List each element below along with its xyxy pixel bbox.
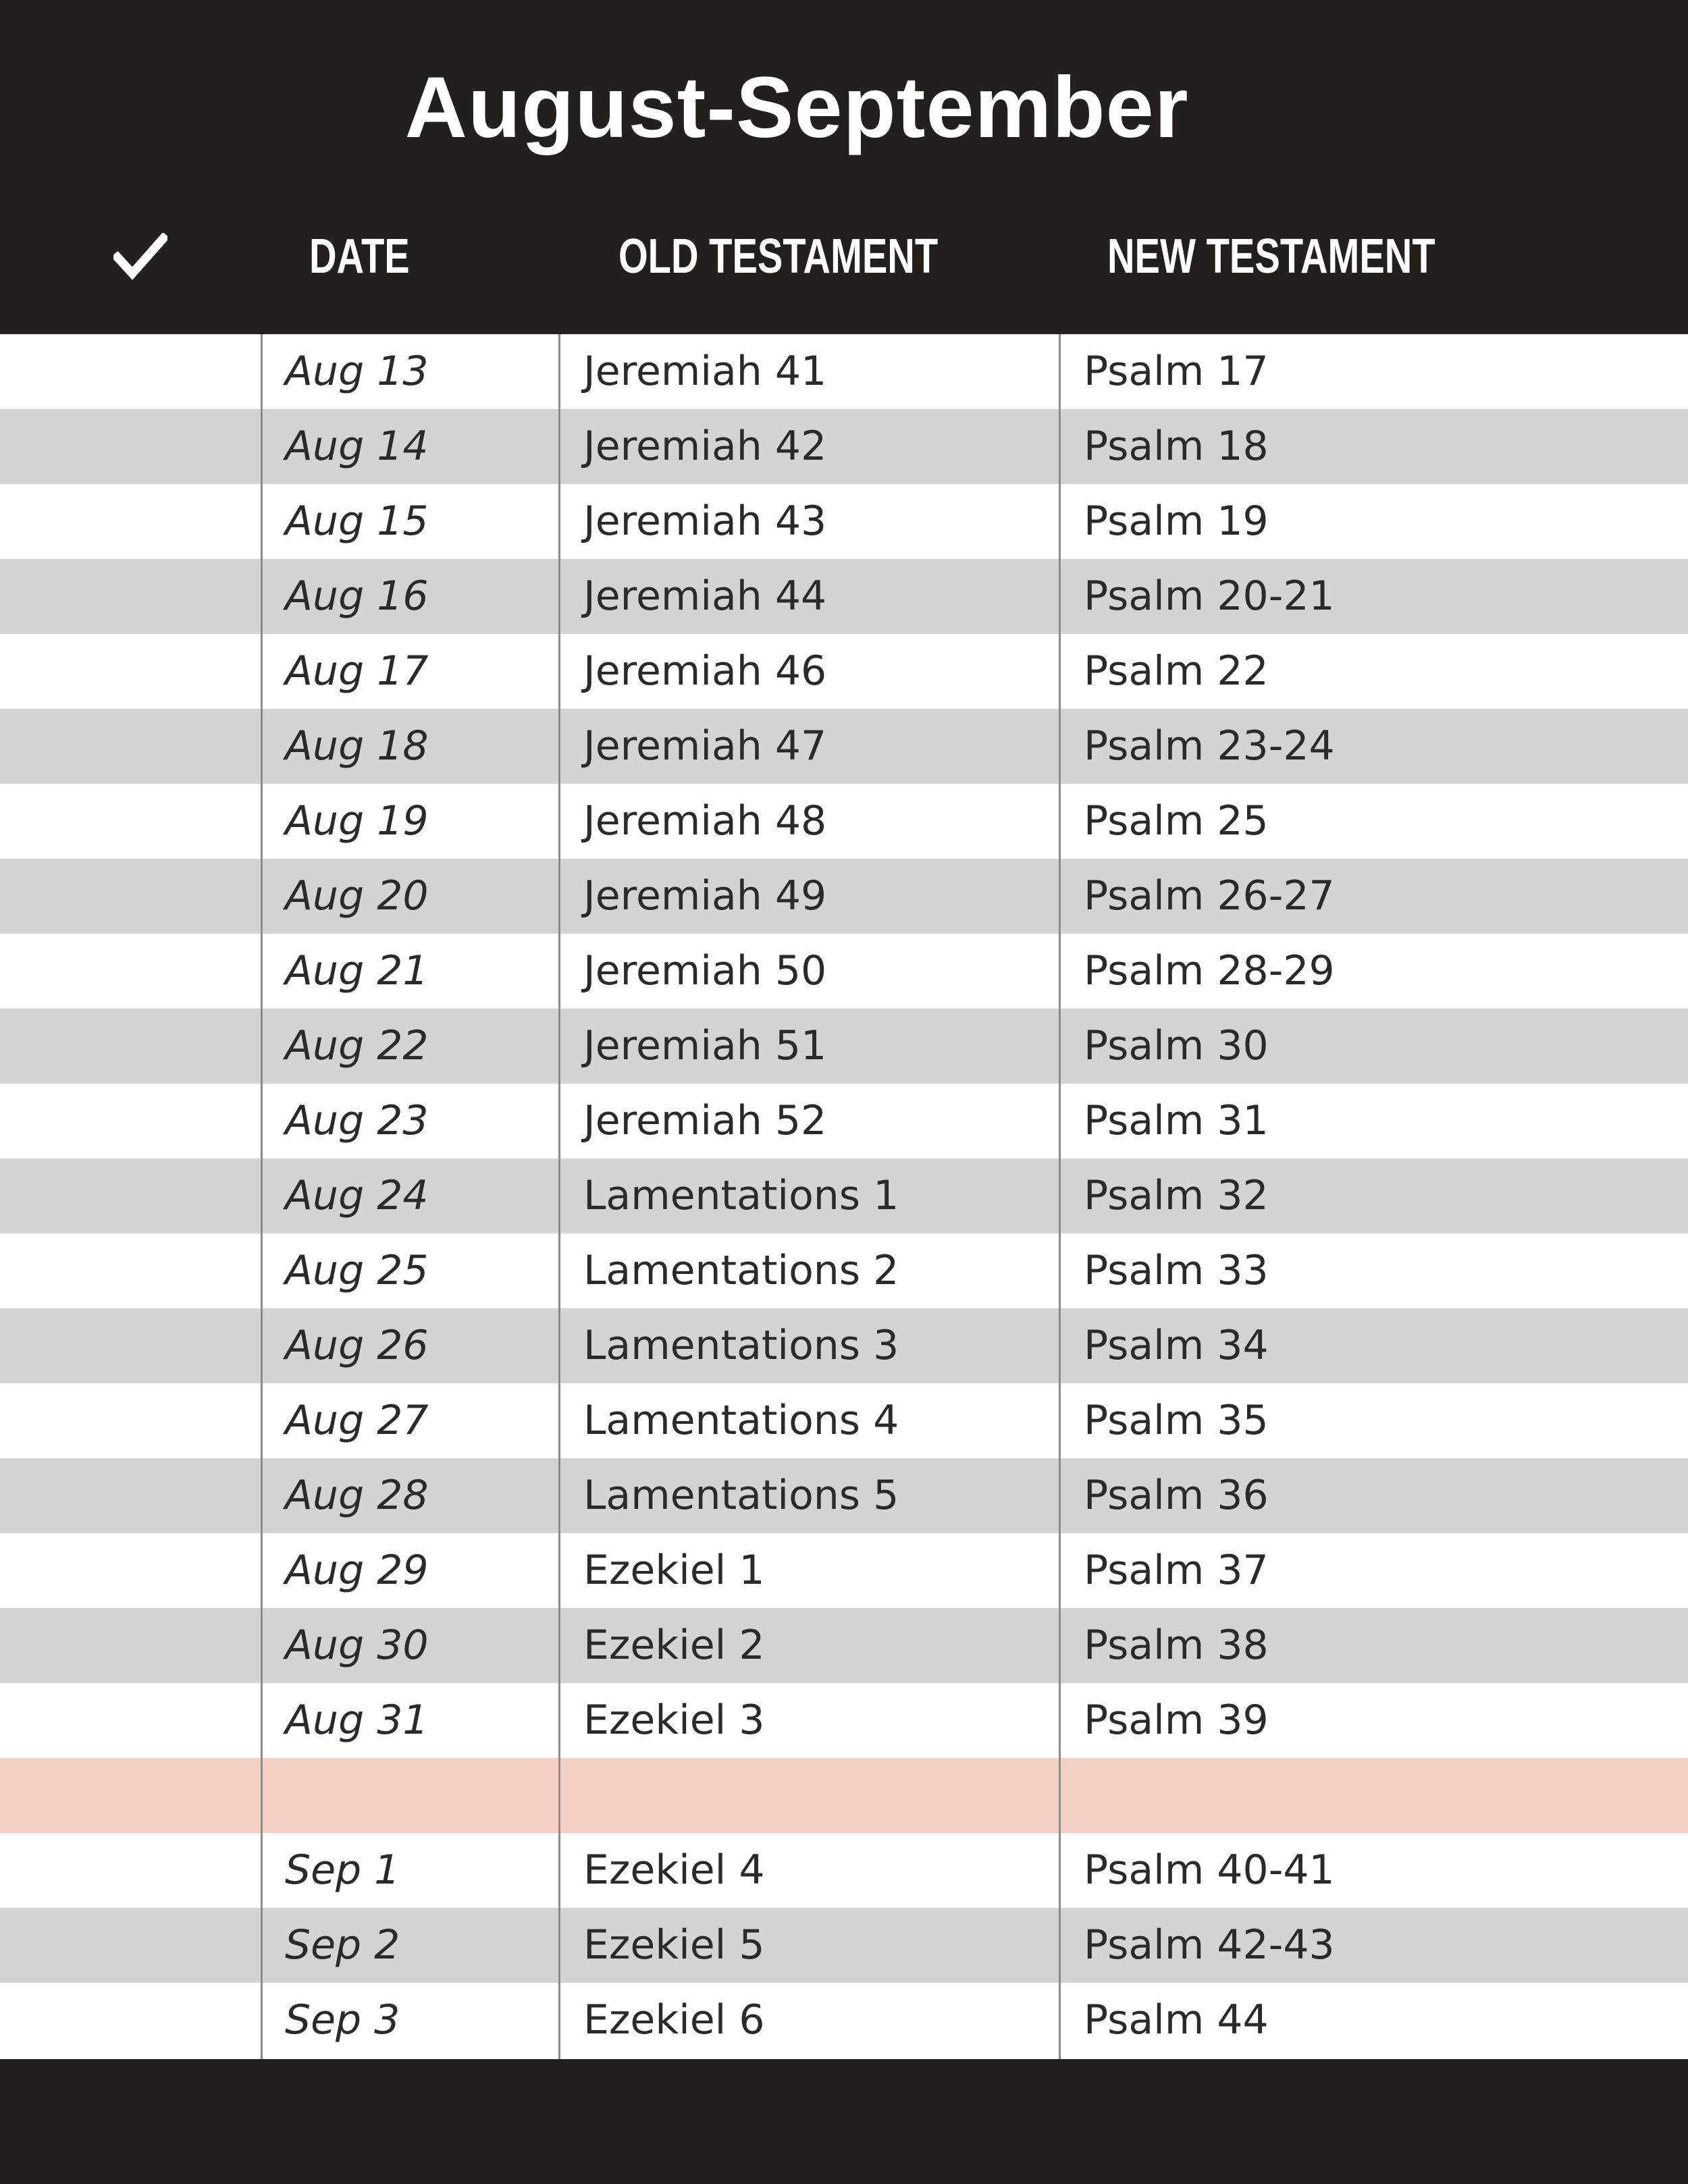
old-testament-cell: Ezekiel 2 (583, 1622, 765, 1669)
old-testament-cell: Lamentations 2 (583, 1247, 899, 1294)
table-row (0, 334, 1688, 409)
new-testament-cell: Psalm 23-24 (1084, 722, 1335, 770)
column-header-date: DATE (309, 230, 410, 284)
date-cell: Aug 30 (285, 1622, 429, 1669)
footer-bar (0, 2059, 1688, 2184)
date-cell: Aug 24 (285, 1172, 429, 1219)
table-row (0, 1983, 1688, 2058)
new-testament-cell: Psalm 32 (1084, 1172, 1269, 1219)
old-testament-cell: Jeremiah 46 (583, 647, 827, 695)
table-row (0, 1158, 1688, 1233)
table-row (0, 559, 1688, 634)
old-testament-cell: Lamentations 5 (583, 1472, 899, 1519)
date-cell: Aug 21 (285, 947, 429, 994)
new-testament-cell: Psalm 26-27 (1084, 872, 1335, 920)
new-testament-cell: Psalm 33 (1084, 1247, 1269, 1294)
old-testament-cell: Jeremiah 47 (583, 722, 827, 770)
old-testament-cell: Jeremiah 42 (583, 423, 827, 470)
column-divider-old-testament (558, 334, 560, 2059)
table-row (0, 1383, 1688, 1458)
table-row (0, 484, 1688, 559)
old-testament-cell: Jeremiah 44 (583, 572, 827, 620)
new-testament-cell: Psalm 39 (1084, 1697, 1269, 1744)
reading-table (0, 334, 1688, 2059)
table-row (0, 859, 1688, 934)
table-row (0, 634, 1688, 709)
old-testament-cell: Lamentations 3 (583, 1322, 899, 1369)
new-testament-cell: Psalm 35 (1084, 1397, 1269, 1444)
table-row (0, 1009, 1688, 1084)
table-row (0, 784, 1688, 859)
column-divider-date (261, 334, 263, 2059)
new-testament-cell: Psalm 36 (1084, 1472, 1269, 1519)
column-header-old-testament: OLD TESTAMENT (618, 230, 939, 284)
new-testament-cell: Psalm 42-43 (1084, 1921, 1335, 1969)
new-testament-cell: Psalm 40-41 (1084, 1846, 1335, 1894)
date-cell: Sep 2 (285, 1921, 400, 1969)
column-divider-new-testament (1059, 334, 1061, 2059)
date-cell: Aug 28 (285, 1472, 429, 1519)
date-cell: Sep 1 (285, 1846, 400, 1894)
table-row (0, 1833, 1688, 1908)
new-testament-cell: Psalm 17 (1084, 348, 1269, 395)
new-testament-cell: Psalm 22 (1084, 647, 1269, 695)
date-cell: Aug 26 (285, 1322, 429, 1369)
table-row (0, 1084, 1688, 1158)
old-testament-cell: Jeremiah 49 (583, 872, 827, 920)
date-cell: Aug 15 (285, 498, 429, 545)
date-cell: Aug 25 (285, 1247, 429, 1294)
old-testament-cell: Jeremiah 48 (583, 797, 827, 845)
old-testament-cell: Lamentations 4 (583, 1397, 899, 1444)
new-testament-cell: Psalm 25 (1084, 797, 1269, 845)
table-row (0, 409, 1688, 484)
new-testament-cell: Psalm 44 (1084, 1996, 1269, 2044)
old-testament-cell: Lamentations 1 (583, 1172, 899, 1219)
table-row (0, 1908, 1688, 1983)
new-testament-cell: Psalm 28-29 (1084, 947, 1335, 994)
old-testament-cell: Ezekiel 5 (583, 1921, 765, 1969)
date-cell: Aug 22 (285, 1022, 429, 1069)
date-cell: Aug 20 (285, 872, 429, 920)
column-header-new-testament: NEW TESTAMENT (1107, 230, 1435, 284)
date-cell: Aug 16 (285, 572, 429, 620)
old-testament-cell: Jeremiah 52 (583, 1097, 827, 1144)
new-testament-cell: Psalm 37 (1084, 1547, 1269, 1594)
month-separator-row (0, 1758, 1688, 1833)
table-row (0, 1533, 1688, 1608)
table-row (0, 1308, 1688, 1383)
table-row (0, 1683, 1688, 1758)
date-cell: Aug 23 (285, 1097, 429, 1144)
check-icon (113, 233, 167, 280)
old-testament-cell: Jeremiah 51 (583, 1022, 827, 1069)
new-testament-cell: Psalm 34 (1084, 1322, 1269, 1369)
date-cell: Sep 3 (285, 1996, 400, 2044)
new-testament-cell: Psalm 18 (1084, 423, 1269, 470)
table-row (0, 1233, 1688, 1308)
date-cell: Aug 18 (285, 722, 429, 770)
date-cell: Aug 19 (285, 797, 429, 845)
header-bar (0, 0, 1688, 334)
old-testament-cell: Jeremiah 50 (583, 947, 827, 994)
old-testament-cell: Ezekiel 4 (583, 1846, 765, 1894)
new-testament-cell: Psalm 19 (1084, 498, 1269, 545)
table-row (0, 1608, 1688, 1683)
old-testament-cell: Jeremiah 43 (583, 498, 827, 545)
table-row (0, 934, 1688, 1009)
date-cell: Aug 31 (285, 1697, 429, 1744)
table-row (0, 709, 1688, 784)
old-testament-cell: Ezekiel 3 (583, 1697, 765, 1744)
date-cell: Aug 13 (285, 348, 429, 395)
old-testament-cell: Jeremiah 41 (583, 348, 827, 395)
new-testament-cell: Psalm 31 (1084, 1097, 1269, 1144)
new-testament-cell: Psalm 38 (1084, 1622, 1269, 1669)
date-cell: Aug 29 (285, 1547, 429, 1594)
date-cell: Aug 27 (285, 1397, 429, 1444)
table-row (0, 1458, 1688, 1533)
new-testament-cell: Psalm 20-21 (1084, 572, 1335, 620)
new-testament-cell: Psalm 30 (1084, 1022, 1269, 1069)
page-title: August-September (404, 59, 1189, 156)
old-testament-cell: Ezekiel 1 (583, 1547, 765, 1594)
date-cell: Aug 14 (285, 423, 429, 470)
date-cell: Aug 17 (285, 647, 429, 695)
old-testament-cell: Ezekiel 6 (583, 1996, 765, 2044)
